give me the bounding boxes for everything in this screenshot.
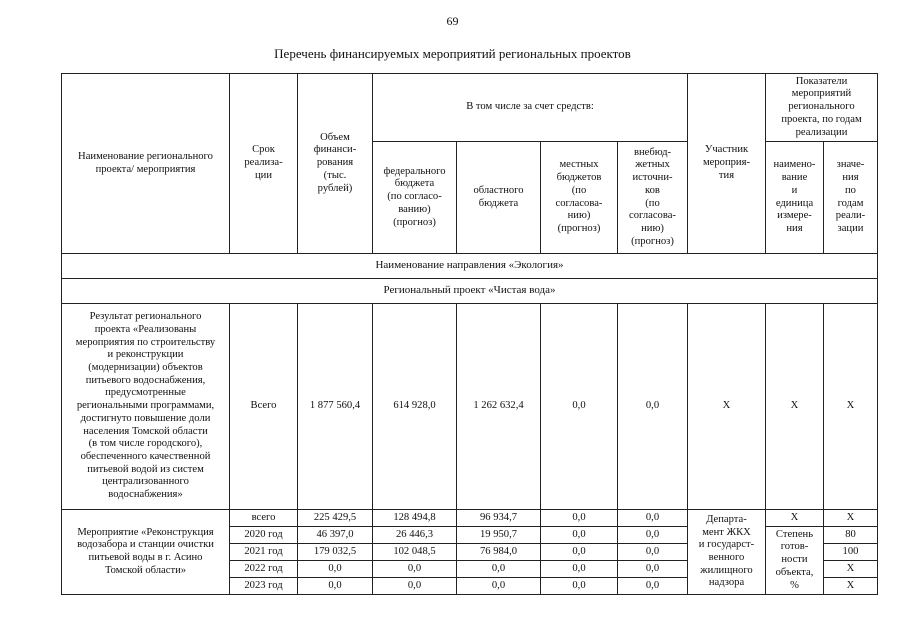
header-name: Наименование регионального проекта/ мероприятия: [62, 74, 230, 254]
activity-local: 0,0: [541, 561, 618, 578]
direction-row: [62, 254, 878, 279]
activity-federal: 0,0: [373, 578, 457, 595]
activity-regional: 76 984,0: [457, 544, 541, 561]
activity-local: 0,0: [541, 544, 618, 561]
activity-local: 0,0: [541, 527, 618, 544]
activity-regional: 0,0: [457, 578, 541, 595]
document-title: Перечень финансируемых мероприятий региональных проектов: [274, 46, 631, 61]
activity-term: 2022 год: [230, 561, 298, 578]
activity-local: 0,0: [541, 510, 618, 527]
result-ind-name: Х: [766, 304, 824, 510]
header-row-1: [62, 74, 878, 142]
activity-value: 100: [824, 544, 878, 561]
header-indicators: Показатели мероприятий регионального проекта, по годам реализации: [766, 74, 878, 142]
result-regional: 1 262 632,4: [457, 304, 541, 510]
activity-row: [62, 510, 878, 527]
activity-extra: 0,0: [618, 527, 688, 544]
activity-ind-name: Степень готов- ности объекта, %: [766, 527, 824, 595]
activity-value: Х: [824, 561, 878, 578]
header-regional: областного бюджета: [457, 142, 541, 254]
header-ind-values: значе- ния по годам реали- зации: [824, 142, 878, 254]
result-term: Всего: [230, 304, 298, 510]
result-row: [62, 304, 878, 510]
direction-title: Наименование направления «Экология»: [62, 254, 878, 279]
activity-local: 0,0: [541, 578, 618, 595]
result-name: Результат регионального проекта «Реализованы мероприятия по строительству и реконструкции (модернизации) объектов питьевого водоснабжения, предусмотренные региональными программами, достигнуто повышение доли населения Томской области (в том числе городского), обеспеченного качественной питьевой водой из систем централизованного водоснабжения»: [62, 304, 230, 510]
result-volume: 1 877 560,4: [298, 304, 373, 510]
activity-federal: 128 494,8: [373, 510, 457, 527]
result-federal: 614 928,0: [373, 304, 457, 510]
page-number: 69: [446, 14, 459, 28]
activity-volume: 179 032,5: [298, 544, 373, 561]
result-participant: Х: [688, 304, 766, 510]
project-title: Региональный проект «Чистая вода»: [62, 279, 878, 304]
activity-term: 2023 год: [230, 578, 298, 595]
activity-term: 2020 год: [230, 527, 298, 544]
activity-volume: 46 397,0: [298, 527, 373, 544]
activity-extra: 0,0: [618, 510, 688, 527]
project-row: [62, 279, 878, 304]
header-term: Срок реализа- ции: [230, 74, 298, 254]
result-extra: 0,0: [618, 304, 688, 510]
header-federal: федерального бюджета (по согласо- ванию) (прогноз): [373, 142, 457, 254]
activity-regional: 96 934,7: [457, 510, 541, 527]
result-ind-value: Х: [824, 304, 878, 510]
header-local: местных бюджетов (по согласова- нию) (прогноз): [541, 142, 618, 254]
activity-ind-name-total: Х: [766, 510, 824, 527]
activity-volume: 225 429,5: [298, 510, 373, 527]
header-extra: внебюд- жетных источни- ков (по согласова- нию) (прогноз): [618, 142, 688, 254]
activity-federal: 26 446,3: [373, 527, 457, 544]
result-local: 0,0: [541, 304, 618, 510]
activity-extra: 0,0: [618, 561, 688, 578]
activity-volume: 0,0: [298, 578, 373, 595]
activity-extra: 0,0: [618, 578, 688, 595]
activity-federal: 102 048,5: [373, 544, 457, 561]
activity-regional: 0,0: [457, 561, 541, 578]
activity-value: Х: [824, 578, 878, 595]
activity-name: Мероприятие «Реконструкция водозабора и станции очистки питьевой воды в г. Асино Томской области»: [62, 510, 230, 595]
activity-extra: 0,0: [618, 544, 688, 561]
activity-participant: Департа- мент ЖКХ и государст- венного жилищного надзора: [688, 510, 766, 595]
activity-volume: 0,0: [298, 561, 373, 578]
header-participant: Участник мероприя- тия: [688, 74, 766, 254]
header-ind-name: наимено- вание и единица измере- ния: [766, 142, 824, 254]
activity-term: всего: [230, 510, 298, 527]
header-volume: Объем финанси- рования (тыс. рублей): [298, 74, 373, 254]
financing-table: [61, 73, 878, 595]
header-including: В том числе за счет средств:: [373, 74, 688, 142]
activity-regional: 19 950,7: [457, 527, 541, 544]
activity-value: 80: [824, 527, 878, 544]
activity-term: 2021 год: [230, 544, 298, 561]
activity-value: Х: [824, 510, 878, 527]
activity-federal: 0,0: [373, 561, 457, 578]
